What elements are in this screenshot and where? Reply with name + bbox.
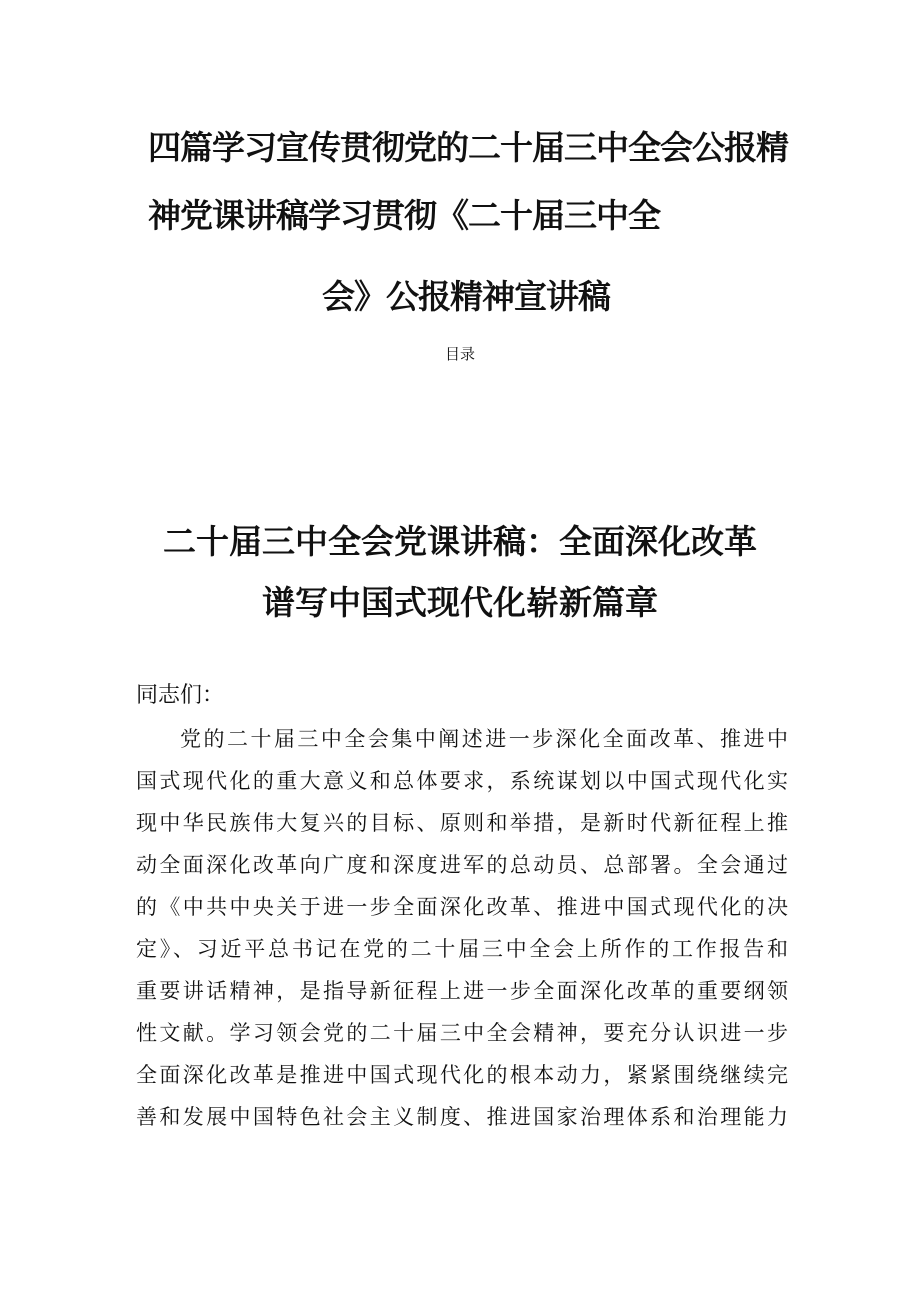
body-paragraph — [136, 718, 788, 1138]
body-line: 重要讲话精神，是指导新征程上进一步全面深化改革的重要纲领 — [136, 979, 788, 1003]
body-line: 性文献。学习领会党的二十届三中全会精神，要充分认识进一步 — [136, 1021, 788, 1045]
toc-label: 目录 — [444, 345, 475, 363]
body-line: 全面深化改革是推进中国式现代化的根本动力，紧紧围绕继续完 — [136, 1063, 788, 1087]
document-title-line-2: 神党课讲稿学习贯彻《二十届三中全 — [148, 196, 660, 235]
body-line: 现中华民族伟大复兴的目标、原则和举措，是新时代新征程上推 — [136, 811, 788, 835]
body-line: 定》、习近平总书记在党的二十届三中全会上所作的工作报告和 — [136, 937, 788, 961]
body-line: 动全面深化改革向广度和深度进军的总动员、总部署。全会通过 — [136, 853, 788, 877]
salutation: 同志们： — [136, 683, 225, 708]
body-line: 善和发展中国特色社会主义制度、推进国家治理体系和治理能力 — [136, 1105, 788, 1129]
section-title-line-2: 谱写中国式现代化崭新篇章 — [262, 583, 658, 622]
body-line: 国式现代化的重大意义和总体要求，系统谋划以中国式现代化实 — [136, 769, 788, 793]
document-title-line-3: 会》公报精神宣讲稿 — [322, 277, 610, 316]
section-title-line-1: 二十届三中全会党课讲稿：全面深化改革 — [163, 522, 757, 561]
body-line: 党的二十届三中全会集中阐述进一步深化全面改革、推进中 — [180, 727, 788, 751]
document-title-line-1: 四篇学习宣传贯彻党的二十届三中全会公报精 — [148, 128, 788, 167]
body-line: 的《中共中央关于进一步全面深化改革、推进中国式现代化的决 — [136, 895, 788, 919]
